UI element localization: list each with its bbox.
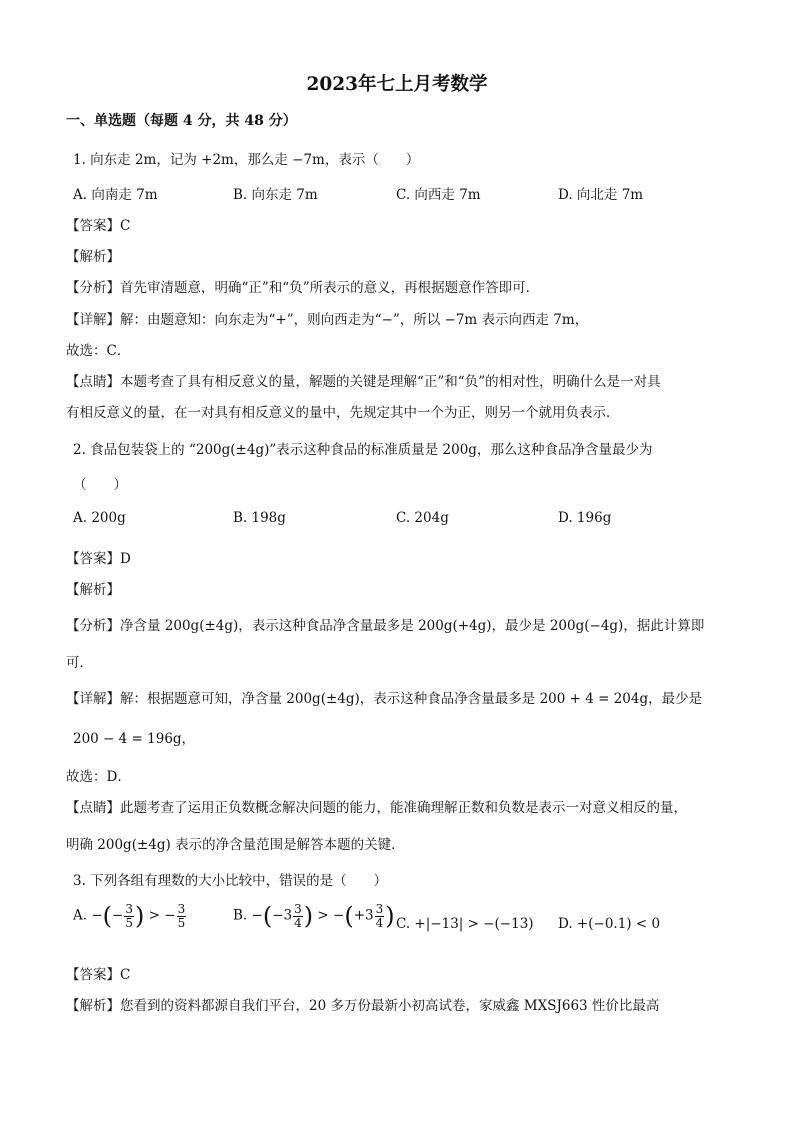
option-a-relation: > − [148,907,176,924]
option-b-outer-sign: − [251,907,263,924]
question-3-stem: 3. 下列各组有理数的大小比较中，错误的是（ ） [73,873,388,889]
option-a-denominator: 5 [125,915,133,930]
question-3-option-b [233,902,395,930]
option-a-rhs-denominator: 5 [177,915,186,930]
page-title: 2023年七上月考数学 [306,74,488,95]
question-1-analysis-tag: 【解析】 [66,249,120,265]
question-1-option-a: A. 向南走 7m [73,187,158,203]
question-1-xiangjie: 【详解】解：由题意知：向东走为“+”，则向西走为“−”，所以 −7m 表示向西走 7m， [66,312,589,328]
option-b-numerator-2: 3 [375,901,384,916]
question-2-stem-1: 2. 食品包装袋上的 “200g(±4g)”表示这种食品的标准质量是 200g，那么这种食品净含量最少为 [73,442,653,458]
question-3-option-d: D. +(−0.1) < 0 [558,916,661,932]
question-2-option-a: A. 200g [73,510,126,526]
option-a-outer-sign: − [91,907,103,924]
option-b-denominator: 4 [294,915,302,930]
option-a-open-paren: ( [102,902,113,930]
option-b-open-paren: ( [262,902,273,930]
question-3-option-a [73,902,187,930]
option-b-fraction-2 [375,903,385,930]
question-1-stem: 1. 向东走 2m，记为 +2m，那么走 −7m，表示（ ） [73,152,420,168]
question-2-analysis-tag: 【解析】 [66,582,120,598]
option-a-rhs-numerator: 3 [177,901,186,916]
question-2-option-b: B. 198g [233,510,286,526]
question-3-option-c: C. +|−13| > −(−13) [396,916,534,932]
option-b-whole: −3 [272,907,293,924]
option-a-label: A. [73,907,88,924]
question-1-dianjing-1: 【点睛】本题考查了具有相反意义的量，解题的关键是理解“正”和“负”的相对性，明确什么是一对具 [66,374,661,390]
question-1-fenxi: 【分析】首先审清题意，明确“正”和“负”所表示的意义，再根据题意作答即可． [66,280,540,296]
option-b-denominator-2: 4 [375,915,384,930]
question-2-guxuan: 故选：D． [66,769,131,785]
section-heading: 一、单选题（每题 4 分，共 48 分） [66,113,297,129]
option-a-inner-sign: − [112,907,124,924]
question-1-guxuan: 故选：C． [66,343,131,359]
option-b-numerator: 3 [294,901,302,916]
option-a-numerator: 3 [125,901,133,916]
option-b-close-paren-2: ) [385,902,395,930]
question-2-dianjing-2: 明确 200g(±4g) 表示的净含量范围是解答本题的关键． [66,837,405,853]
question-1-answer: 【答案】C [66,218,131,234]
question-1-dianjing-2: 有相反意义的量，在一对具有相反意义的量中，先规定其中一个为正，则另一个就用负表示． [66,405,620,421]
question-2-fenxi-2: 可． [66,655,93,671]
option-b-close-paren: ) [303,902,314,930]
question-2-xiangjie-1: 【详解】解：根据题意可知，净含量 200g(±4g)，表示这种食品净含量最多是 200 + 4 = 204g，最少是 [66,691,703,707]
question-2-stem-2: （ ） [73,477,127,493]
option-a-close-paren: ) [134,902,145,930]
option-a-fraction [124,903,134,930]
question-2-fenxi-1: 【分析】净含量 200g(±4g)，表示这种食品净含量最多是 200g(+4g)，最少是 200g(−4g)，据此计算即 [66,618,705,634]
question-1-option-d: D. 向北走 7m [558,187,644,203]
option-b-open-paren-2: ( [344,902,354,930]
option-b-label: B. [233,907,248,924]
question-2-dianjing-1: 【点睛】此题考查了运用正负数概念解决问题的能力，能准确理解正数和负数是表示一对意义相反的量， [66,800,687,816]
question-2-xiangjie-2: 200 − 4 = 196g， [73,731,196,747]
question-3-analysis-ad: 【解析】您看到的资料都源自我们平台，20 多万份最新小初高试卷，家威鑫 MXSJ663 性价比最高 [66,998,660,1014]
question-2-option-d: D. 196g [558,510,612,526]
question-2-option-c: C. 204g [396,510,449,526]
question-2-answer: 【答案】D [66,551,131,567]
question-1-option-b: B. 向东走 7m [233,187,318,203]
option-b-whole-2: +3 [353,907,374,924]
option-b-fraction [293,903,303,930]
option-b-relation: > − [317,907,345,924]
question-1-option-c: C. 向西走 7m [396,187,481,203]
option-a-rhs-fraction [177,903,187,930]
question-3-answer: 【答案】C [66,967,131,983]
